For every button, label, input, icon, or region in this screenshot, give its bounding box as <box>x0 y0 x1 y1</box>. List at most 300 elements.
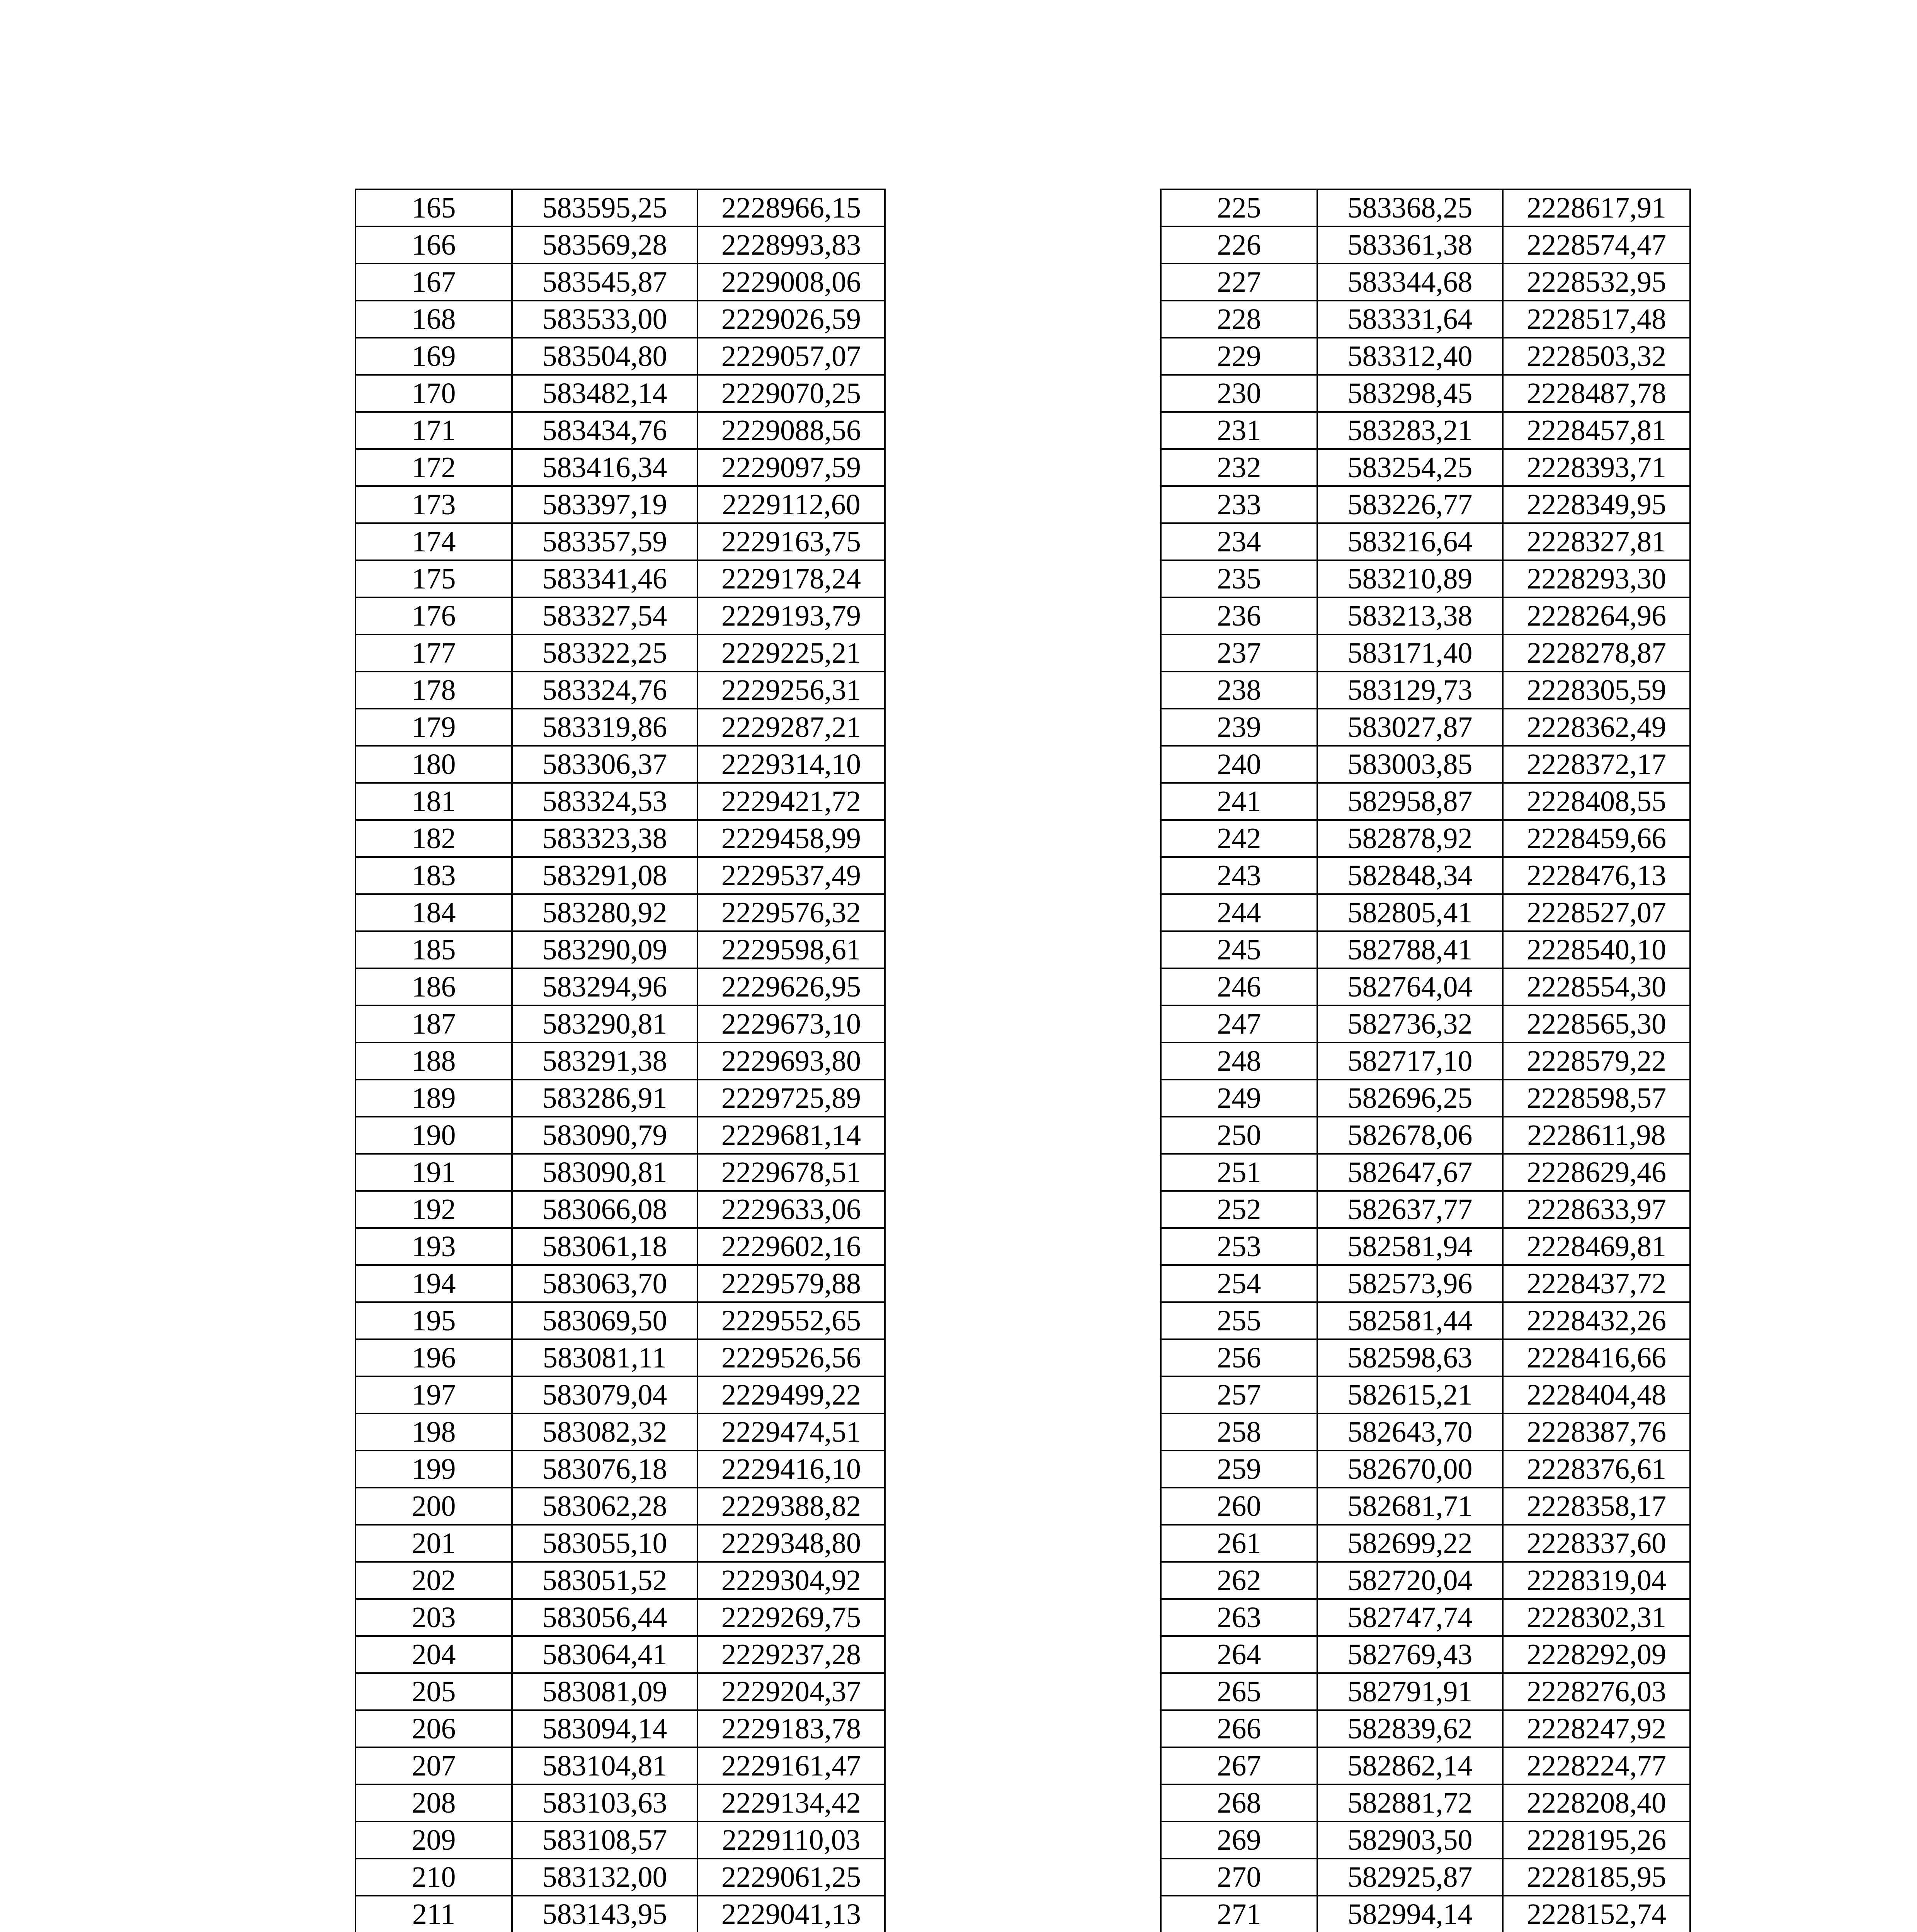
table-row <box>1161 1154 1690 1191</box>
point-number-cell: 254 <box>1161 1265 1317 1302</box>
y-coordinate-cell: 2229678,51 <box>697 1154 885 1191</box>
x-coordinate-cell: 582615,21 <box>1317 1376 1503 1413</box>
point-number-cell: 247 <box>1161 1005 1317 1043</box>
x-coordinate-cell: 583280,92 <box>512 894 697 931</box>
table-row <box>356 1080 885 1117</box>
y-coordinate-cell: 2229204,37 <box>697 1673 885 1710</box>
table-row <box>1161 264 1690 301</box>
x-coordinate-cell: 583210,89 <box>1317 560 1503 597</box>
table-row <box>356 968 885 1005</box>
y-coordinate-cell: 2229269,75 <box>697 1599 885 1636</box>
x-coordinate-cell: 583062,28 <box>512 1488 697 1525</box>
table-row <box>356 189 885 226</box>
x-coordinate-cell: 583341,46 <box>512 560 697 597</box>
table-row <box>356 857 885 894</box>
table-row <box>1161 1562 1690 1599</box>
point-number-cell: 240 <box>1161 746 1317 783</box>
point-number-cell: 249 <box>1161 1080 1317 1117</box>
y-coordinate-cell: 2228224,77 <box>1503 1747 1690 1784</box>
x-coordinate-cell: 583051,52 <box>512 1562 697 1599</box>
coordinates-table-body <box>1161 189 1690 1932</box>
x-coordinate-cell: 583064,41 <box>512 1636 697 1673</box>
table-row <box>356 783 885 820</box>
point-number-cell: 166 <box>356 226 512 264</box>
point-number-cell: 266 <box>1161 1710 1317 1747</box>
y-coordinate-cell: 2228469,81 <box>1503 1228 1690 1265</box>
point-number-cell: 243 <box>1161 857 1317 894</box>
y-coordinate-cell: 2228152,74 <box>1503 1896 1690 1932</box>
point-number-cell: 200 <box>356 1488 512 1525</box>
table-row <box>356 597 885 634</box>
point-number-cell: 242 <box>1161 820 1317 857</box>
table-row <box>356 301 885 338</box>
x-coordinate-cell: 583082,32 <box>512 1413 697 1451</box>
point-number-cell: 172 <box>356 449 512 486</box>
y-coordinate-cell: 2228554,30 <box>1503 968 1690 1005</box>
y-coordinate-cell: 2229348,80 <box>697 1525 885 1562</box>
y-coordinate-cell: 2229256,31 <box>697 672 885 709</box>
point-number-cell: 192 <box>356 1191 512 1228</box>
table-row <box>1161 709 1690 746</box>
table-row <box>356 1859 885 1896</box>
point-number-cell: 259 <box>1161 1451 1317 1488</box>
y-coordinate-cell: 2229633,06 <box>697 1191 885 1228</box>
y-coordinate-cell: 2229579,88 <box>697 1265 885 1302</box>
table-row <box>356 338 885 375</box>
y-coordinate-cell: 2228247,92 <box>1503 1710 1690 1747</box>
y-coordinate-cell: 2228305,59 <box>1503 672 1690 709</box>
x-coordinate-cell: 583361,38 <box>1317 226 1503 264</box>
x-coordinate-cell: 583094,14 <box>512 1710 697 1747</box>
x-coordinate-cell: 583368,25 <box>1317 189 1503 226</box>
x-coordinate-cell: 583286,91 <box>512 1080 697 1117</box>
x-coordinate-cell: 583003,85 <box>1317 746 1503 783</box>
x-coordinate-cell: 583595,25 <box>512 189 697 226</box>
y-coordinate-cell: 2229474,51 <box>697 1413 885 1451</box>
point-number-cell: 178 <box>356 672 512 709</box>
x-coordinate-cell: 583066,08 <box>512 1191 697 1228</box>
point-number-cell: 235 <box>1161 560 1317 597</box>
x-coordinate-cell: 582764,04 <box>1317 968 1503 1005</box>
coordinates-table-right <box>1160 189 1691 1932</box>
x-coordinate-cell: 582862,14 <box>1317 1747 1503 1784</box>
point-number-cell: 250 <box>1161 1117 1317 1154</box>
point-number-cell: 261 <box>1161 1525 1317 1562</box>
table-row <box>1161 412 1690 449</box>
point-number-cell: 230 <box>1161 375 1317 412</box>
table-row <box>356 1339 885 1376</box>
y-coordinate-cell: 2228387,76 <box>1503 1413 1690 1451</box>
y-coordinate-cell: 2228349,95 <box>1503 486 1690 523</box>
x-coordinate-cell: 583294,96 <box>512 968 697 1005</box>
point-number-cell: 206 <box>356 1710 512 1747</box>
x-coordinate-cell: 583079,04 <box>512 1376 697 1413</box>
x-coordinate-cell: 583331,64 <box>1317 301 1503 338</box>
table-row <box>356 1043 885 1080</box>
table-row <box>356 560 885 597</box>
point-number-cell: 245 <box>1161 931 1317 968</box>
coordinates-table-left <box>355 189 886 1932</box>
y-coordinate-cell: 2228319,04 <box>1503 1562 1690 1599</box>
y-coordinate-cell: 2228416,66 <box>1503 1339 1690 1376</box>
x-coordinate-cell: 582678,06 <box>1317 1117 1503 1154</box>
table-row <box>356 1636 885 1673</box>
table-row <box>356 1747 885 1784</box>
point-number-cell: 191 <box>356 1154 512 1191</box>
table-row <box>356 1117 885 1154</box>
x-coordinate-cell: 582769,43 <box>1317 1636 1503 1673</box>
point-number-cell: 263 <box>1161 1599 1317 1636</box>
table-row <box>1161 672 1690 709</box>
x-coordinate-cell: 582637,77 <box>1317 1191 1503 1228</box>
y-coordinate-cell: 2229161,47 <box>697 1747 885 1784</box>
table-row <box>1161 1747 1690 1784</box>
table-row <box>1161 1302 1690 1339</box>
y-coordinate-cell: 2228278,87 <box>1503 634 1690 672</box>
table-row <box>1161 1673 1690 1710</box>
y-coordinate-cell: 2229008,06 <box>697 264 885 301</box>
point-number-cell: 268 <box>1161 1784 1317 1821</box>
y-coordinate-cell: 2229681,14 <box>697 1117 885 1154</box>
y-coordinate-cell: 2229458,99 <box>697 820 885 857</box>
y-coordinate-cell: 2228579,22 <box>1503 1043 1690 1080</box>
x-coordinate-cell: 583254,25 <box>1317 449 1503 486</box>
point-number-cell: 256 <box>1161 1339 1317 1376</box>
y-coordinate-cell: 2228487,78 <box>1503 375 1690 412</box>
point-number-cell: 195 <box>356 1302 512 1339</box>
y-coordinate-cell: 2228611,98 <box>1503 1117 1690 1154</box>
x-coordinate-cell: 582670,00 <box>1317 1451 1503 1488</box>
point-number-cell: 205 <box>356 1673 512 1710</box>
y-coordinate-cell: 2228185,95 <box>1503 1859 1690 1896</box>
point-number-cell: 208 <box>356 1784 512 1821</box>
x-coordinate-cell: 583143,95 <box>512 1896 697 1932</box>
point-number-cell: 165 <box>356 189 512 226</box>
table-row <box>1161 189 1690 226</box>
table-row <box>1161 1859 1690 1896</box>
point-number-cell: 211 <box>356 1896 512 1932</box>
x-coordinate-cell: 582788,41 <box>1317 931 1503 968</box>
table-row <box>356 1525 885 1562</box>
table-row <box>1161 968 1690 1005</box>
point-number-cell: 198 <box>356 1413 512 1451</box>
y-coordinate-cell: 2228565,30 <box>1503 1005 1690 1043</box>
point-number-cell: 271 <box>1161 1896 1317 1932</box>
y-coordinate-cell: 2228358,17 <box>1503 1488 1690 1525</box>
table-row <box>1161 1376 1690 1413</box>
y-coordinate-cell: 2229178,24 <box>697 560 885 597</box>
table-row <box>1161 1413 1690 1451</box>
point-number-cell: 264 <box>1161 1636 1317 1673</box>
y-coordinate-cell: 2229602,16 <box>697 1228 885 1265</box>
table-row <box>356 672 885 709</box>
table-row <box>1161 1599 1690 1636</box>
point-number-cell: 188 <box>356 1043 512 1080</box>
table-row <box>356 449 885 486</box>
x-coordinate-cell: 582878,92 <box>1317 820 1503 857</box>
y-coordinate-cell: 2228393,71 <box>1503 449 1690 486</box>
x-coordinate-cell: 582573,96 <box>1317 1265 1503 1302</box>
x-coordinate-cell: 582581,94 <box>1317 1228 1503 1265</box>
point-number-cell: 189 <box>356 1080 512 1117</box>
point-number-cell: 225 <box>1161 189 1317 226</box>
x-coordinate-cell: 583482,14 <box>512 375 697 412</box>
point-number-cell: 186 <box>356 968 512 1005</box>
x-coordinate-cell: 582598,63 <box>1317 1339 1503 1376</box>
x-coordinate-cell: 583291,38 <box>512 1043 697 1080</box>
x-coordinate-cell: 583081,11 <box>512 1339 697 1376</box>
y-coordinate-cell: 2229304,92 <box>697 1562 885 1599</box>
table-row <box>1161 931 1690 968</box>
table-row <box>356 1228 885 1265</box>
table-row <box>1161 1339 1690 1376</box>
table-row <box>1161 375 1690 412</box>
table-row <box>356 634 885 672</box>
point-number-cell: 229 <box>1161 338 1317 375</box>
point-number-cell: 168 <box>356 301 512 338</box>
table-row <box>1161 1525 1690 1562</box>
x-coordinate-cell: 582720,04 <box>1317 1562 1503 1599</box>
x-coordinate-cell: 583324,53 <box>512 783 697 820</box>
x-coordinate-cell: 582805,41 <box>1317 894 1503 931</box>
table-row <box>1161 1451 1690 1488</box>
x-coordinate-cell: 583290,09 <box>512 931 697 968</box>
point-number-cell: 193 <box>356 1228 512 1265</box>
table-row <box>356 709 885 746</box>
y-coordinate-cell: 2228457,81 <box>1503 412 1690 449</box>
table-row <box>1161 560 1690 597</box>
x-coordinate-cell: 583416,34 <box>512 449 697 486</box>
point-number-cell: 239 <box>1161 709 1317 746</box>
table-row <box>356 1265 885 1302</box>
point-number-cell: 270 <box>1161 1859 1317 1896</box>
table-row <box>1161 634 1690 672</box>
table-row <box>1161 523 1690 560</box>
x-coordinate-cell: 583129,73 <box>1317 672 1503 709</box>
point-number-cell: 238 <box>1161 672 1317 709</box>
x-coordinate-cell: 582581,44 <box>1317 1302 1503 1339</box>
y-coordinate-cell: 2228404,48 <box>1503 1376 1690 1413</box>
table-row <box>1161 820 1690 857</box>
y-coordinate-cell: 2229183,78 <box>697 1710 885 1747</box>
point-number-cell: 265 <box>1161 1673 1317 1710</box>
point-number-cell: 176 <box>356 597 512 634</box>
y-coordinate-cell: 2228629,46 <box>1503 1154 1690 1191</box>
table-row <box>1161 1488 1690 1525</box>
y-coordinate-cell: 2229070,25 <box>697 375 885 412</box>
table-row <box>356 894 885 931</box>
x-coordinate-cell: 583027,87 <box>1317 709 1503 746</box>
y-coordinate-cell: 2228432,26 <box>1503 1302 1690 1339</box>
table-row <box>1161 1080 1690 1117</box>
y-coordinate-cell: 2229237,28 <box>697 1636 885 1673</box>
point-number-cell: 228 <box>1161 301 1317 338</box>
point-number-cell: 179 <box>356 709 512 746</box>
point-number-cell: 185 <box>356 931 512 968</box>
point-number-cell: 184 <box>356 894 512 931</box>
y-coordinate-cell: 2229110,03 <box>697 1821 885 1859</box>
y-coordinate-cell: 2229526,56 <box>697 1339 885 1376</box>
y-coordinate-cell: 2228327,81 <box>1503 523 1690 560</box>
y-coordinate-cell: 2229576,32 <box>697 894 885 931</box>
point-number-cell: 202 <box>356 1562 512 1599</box>
table-row <box>1161 783 1690 820</box>
x-coordinate-cell: 583290,81 <box>512 1005 697 1043</box>
coordinates-table-body <box>356 189 885 1932</box>
point-number-cell: 258 <box>1161 1413 1317 1451</box>
x-coordinate-cell: 582958,87 <box>1317 783 1503 820</box>
x-coordinate-cell: 583056,44 <box>512 1599 697 1636</box>
y-coordinate-cell: 2229026,59 <box>697 301 885 338</box>
x-coordinate-cell: 583319,86 <box>512 709 697 746</box>
x-coordinate-cell: 582747,74 <box>1317 1599 1503 1636</box>
table-row <box>356 264 885 301</box>
x-coordinate-cell: 582736,32 <box>1317 1005 1503 1043</box>
x-coordinate-cell: 583216,64 <box>1317 523 1503 560</box>
x-coordinate-cell: 583104,81 <box>512 1747 697 1784</box>
y-coordinate-cell: 2229134,42 <box>697 1784 885 1821</box>
y-coordinate-cell: 2229088,56 <box>697 412 885 449</box>
x-coordinate-cell: 582994,14 <box>1317 1896 1503 1932</box>
point-number-cell: 199 <box>356 1451 512 1488</box>
x-coordinate-cell: 583069,50 <box>512 1302 697 1339</box>
point-number-cell: 194 <box>356 1265 512 1302</box>
y-coordinate-cell: 2228517,48 <box>1503 301 1690 338</box>
y-coordinate-cell: 2229499,22 <box>697 1376 885 1413</box>
point-number-cell: 201 <box>356 1525 512 1562</box>
x-coordinate-cell: 583504,80 <box>512 338 697 375</box>
x-coordinate-cell: 583545,87 <box>512 264 697 301</box>
x-coordinate-cell: 583103,63 <box>512 1784 697 1821</box>
y-coordinate-cell: 2228574,47 <box>1503 226 1690 264</box>
point-number-cell: 204 <box>356 1636 512 1673</box>
table-row <box>356 1673 885 1710</box>
point-number-cell: 234 <box>1161 523 1317 560</box>
y-coordinate-cell: 2228195,26 <box>1503 1821 1690 1859</box>
table-row <box>356 1302 885 1339</box>
y-coordinate-cell: 2229061,25 <box>697 1859 885 1896</box>
table-row <box>356 1413 885 1451</box>
table-row <box>356 486 885 523</box>
point-number-cell: 183 <box>356 857 512 894</box>
point-number-cell: 252 <box>1161 1191 1317 1228</box>
y-coordinate-cell: 2228993,83 <box>697 226 885 264</box>
y-coordinate-cell: 2229537,49 <box>697 857 885 894</box>
x-coordinate-cell: 583533,00 <box>512 301 697 338</box>
table-row <box>1161 1228 1690 1265</box>
x-coordinate-cell: 582681,71 <box>1317 1488 1503 1525</box>
table-row <box>1161 226 1690 264</box>
point-number-cell: 227 <box>1161 264 1317 301</box>
y-coordinate-cell: 2229416,10 <box>697 1451 885 1488</box>
x-coordinate-cell: 583063,70 <box>512 1265 697 1302</box>
y-coordinate-cell: 2229552,65 <box>697 1302 885 1339</box>
table-row <box>356 931 885 968</box>
point-number-cell: 226 <box>1161 226 1317 264</box>
y-coordinate-cell: 2228966,15 <box>697 189 885 226</box>
point-number-cell: 257 <box>1161 1376 1317 1413</box>
y-coordinate-cell: 2228292,09 <box>1503 1636 1690 1673</box>
table-row <box>356 375 885 412</box>
point-number-cell: 174 <box>356 523 512 560</box>
table-row <box>1161 1710 1690 1747</box>
point-number-cell: 231 <box>1161 412 1317 449</box>
y-coordinate-cell: 2228540,10 <box>1503 931 1690 968</box>
point-number-cell: 236 <box>1161 597 1317 634</box>
point-number-cell: 251 <box>1161 1154 1317 1191</box>
table-row <box>356 1562 885 1599</box>
point-number-cell: 187 <box>356 1005 512 1043</box>
y-coordinate-cell: 2228617,91 <box>1503 189 1690 226</box>
y-coordinate-cell: 2228293,30 <box>1503 560 1690 597</box>
x-coordinate-cell: 583055,10 <box>512 1525 697 1562</box>
x-coordinate-cell: 582925,87 <box>1317 1859 1503 1896</box>
x-coordinate-cell: 583108,57 <box>512 1821 697 1859</box>
x-coordinate-cell: 583397,19 <box>512 486 697 523</box>
x-coordinate-cell: 583226,77 <box>1317 486 1503 523</box>
table-row <box>356 1376 885 1413</box>
x-coordinate-cell: 582839,62 <box>1317 1710 1503 1747</box>
table-row <box>1161 301 1690 338</box>
point-number-cell: 177 <box>356 634 512 672</box>
table-row <box>1161 894 1690 931</box>
point-number-cell: 181 <box>356 783 512 820</box>
y-coordinate-cell: 2228337,60 <box>1503 1525 1690 1562</box>
table-row <box>1161 597 1690 634</box>
y-coordinate-cell: 2228503,32 <box>1503 338 1690 375</box>
y-coordinate-cell: 2228276,03 <box>1503 1673 1690 1710</box>
table-row <box>356 1191 885 1228</box>
x-coordinate-cell: 583357,59 <box>512 523 697 560</box>
point-number-cell: 207 <box>356 1747 512 1784</box>
x-coordinate-cell: 582903,50 <box>1317 1821 1503 1859</box>
table-row <box>1161 486 1690 523</box>
y-coordinate-cell: 2228437,72 <box>1503 1265 1690 1302</box>
point-number-cell: 233 <box>1161 486 1317 523</box>
y-coordinate-cell: 2229112,60 <box>697 486 885 523</box>
point-number-cell: 196 <box>356 1339 512 1376</box>
x-coordinate-cell: 582699,22 <box>1317 1525 1503 1562</box>
x-coordinate-cell: 583171,40 <box>1317 634 1503 672</box>
x-coordinate-cell: 583076,18 <box>512 1451 697 1488</box>
x-coordinate-cell: 583312,40 <box>1317 338 1503 375</box>
x-coordinate-cell: 583090,81 <box>512 1154 697 1191</box>
y-coordinate-cell: 2229225,21 <box>697 634 885 672</box>
x-coordinate-cell: 583322,25 <box>512 634 697 672</box>
x-coordinate-cell: 583291,08 <box>512 857 697 894</box>
x-coordinate-cell: 583569,28 <box>512 226 697 264</box>
y-coordinate-cell: 2229626,95 <box>697 968 885 1005</box>
x-coordinate-cell: 583061,18 <box>512 1228 697 1265</box>
y-coordinate-cell: 2228362,49 <box>1503 709 1690 746</box>
table-row <box>356 1154 885 1191</box>
table-row <box>356 1005 885 1043</box>
point-number-cell: 269 <box>1161 1821 1317 1859</box>
point-number-cell: 203 <box>356 1599 512 1636</box>
point-number-cell: 248 <box>1161 1043 1317 1080</box>
y-coordinate-cell: 2228633,97 <box>1503 1191 1690 1228</box>
table-row <box>1161 1784 1690 1821</box>
point-number-cell: 171 <box>356 412 512 449</box>
table-row <box>356 1896 885 1932</box>
point-number-cell: 267 <box>1161 1747 1317 1784</box>
y-coordinate-cell: 2228527,07 <box>1503 894 1690 931</box>
table-row <box>356 1451 885 1488</box>
y-coordinate-cell: 2229421,72 <box>697 783 885 820</box>
x-coordinate-cell: 583327,54 <box>512 597 697 634</box>
x-coordinate-cell: 583324,76 <box>512 672 697 709</box>
table-row <box>1161 338 1690 375</box>
